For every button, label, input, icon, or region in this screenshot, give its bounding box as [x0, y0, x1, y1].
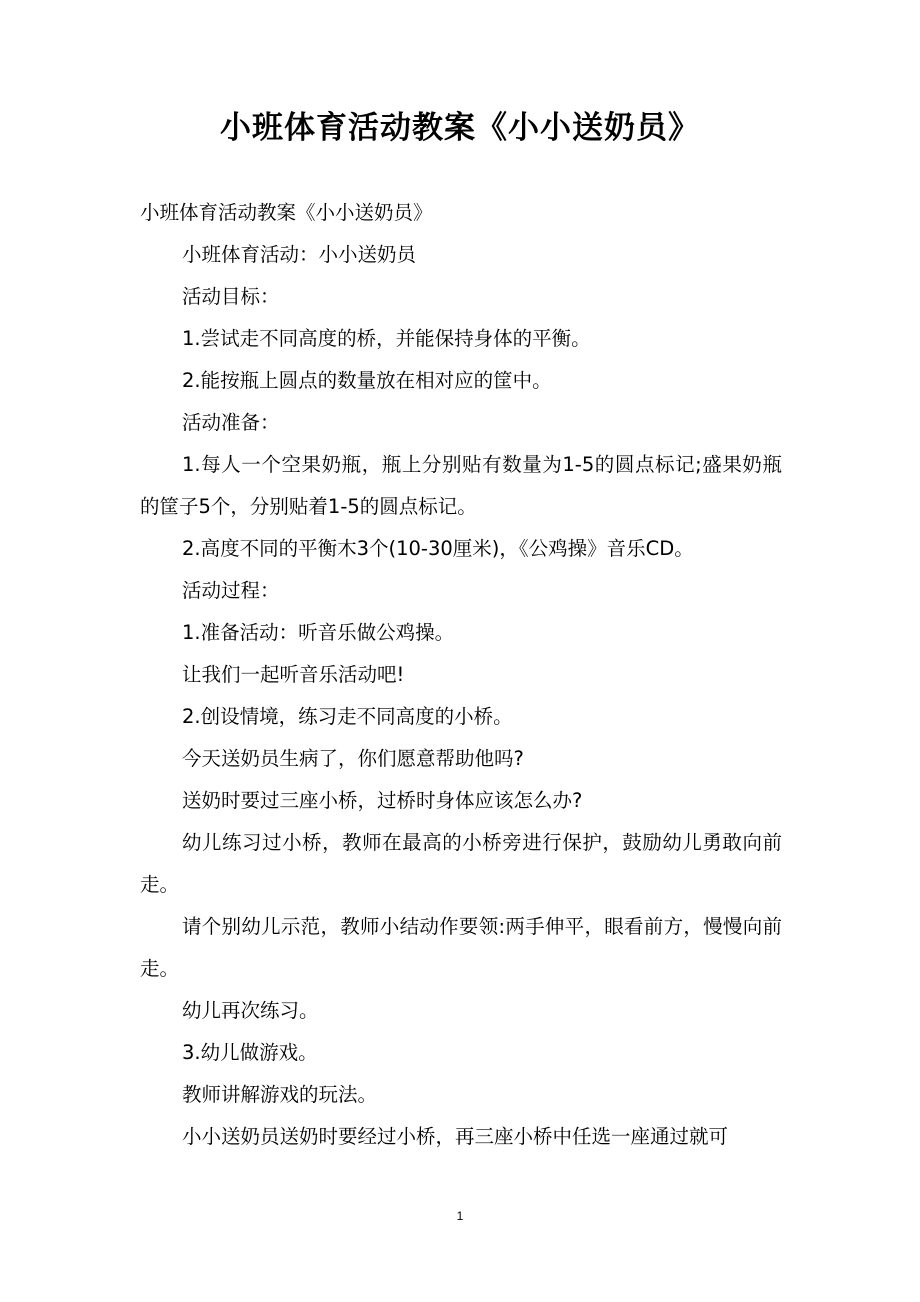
section-heading: 活动准备： [182, 411, 280, 434]
paragraph: 教师讲解游戏的玩法。 [182, 1083, 378, 1106]
paragraph: 小小送奶员送奶时要经过小桥，再三座小桥中任选一座通过就可 [182, 1125, 729, 1148]
document-title: 小班体育活动教案《小小送奶员》 [220, 110, 700, 146]
paragraph: 请个别幼儿示范，教师小结动作要领:两手伸平，眼看前方，慢慢向前走。 [140, 915, 782, 980]
paragraph: 小班体育活动教案《小小送奶员》 [140, 201, 433, 224]
section-heading: 活动过程： [182, 579, 280, 602]
paragraph: 幼儿练习过小桥，教师在最高的小桥旁进行保护，鼓励幼儿勇敢向前走。 [140, 831, 782, 896]
document-body [140, 192, 782, 1158]
paragraph: 今天送奶员生病了，你们愿意帮助他吗? [182, 747, 524, 770]
paragraph: 幼儿再次练习。 [182, 999, 319, 1022]
paragraph: 小班体育活动：小小送奶员 [182, 243, 417, 266]
page-number: 1 [456, 1209, 464, 1223]
paragraph: 让我们一起听音乐活动吧! [182, 663, 405, 686]
paragraph: 2.创设情境，练习走不同高度的小桥。 [182, 705, 513, 728]
paragraph: 1.尝试走不同高度的桥，并能保持身体的平衡。 [182, 327, 591, 350]
paragraph: 2.高度不同的平衡木3个(10-30厘米)，《公鸡操》音乐CD。 [182, 537, 694, 560]
paragraph: 1.准备活动：听音乐做公鸡操。 [182, 621, 455, 644]
paragraph: 1.每人一个空果奶瓶，瓶上分别贴有数量为1-5的圆点标记;盛果奶瓶的筐子5个，分别贴着1-5的圆点标记。 [140, 453, 782, 518]
paragraph: 2.能按瓶上圆点的数量放在相对应的筐中。 [182, 369, 552, 392]
paragraph: 送奶时要过三座小桥，过桥时身体应该怎么办? [182, 789, 583, 812]
section-heading: 活动目标： [182, 285, 280, 308]
paragraph: 3.幼儿做游戏。 [182, 1041, 318, 1064]
